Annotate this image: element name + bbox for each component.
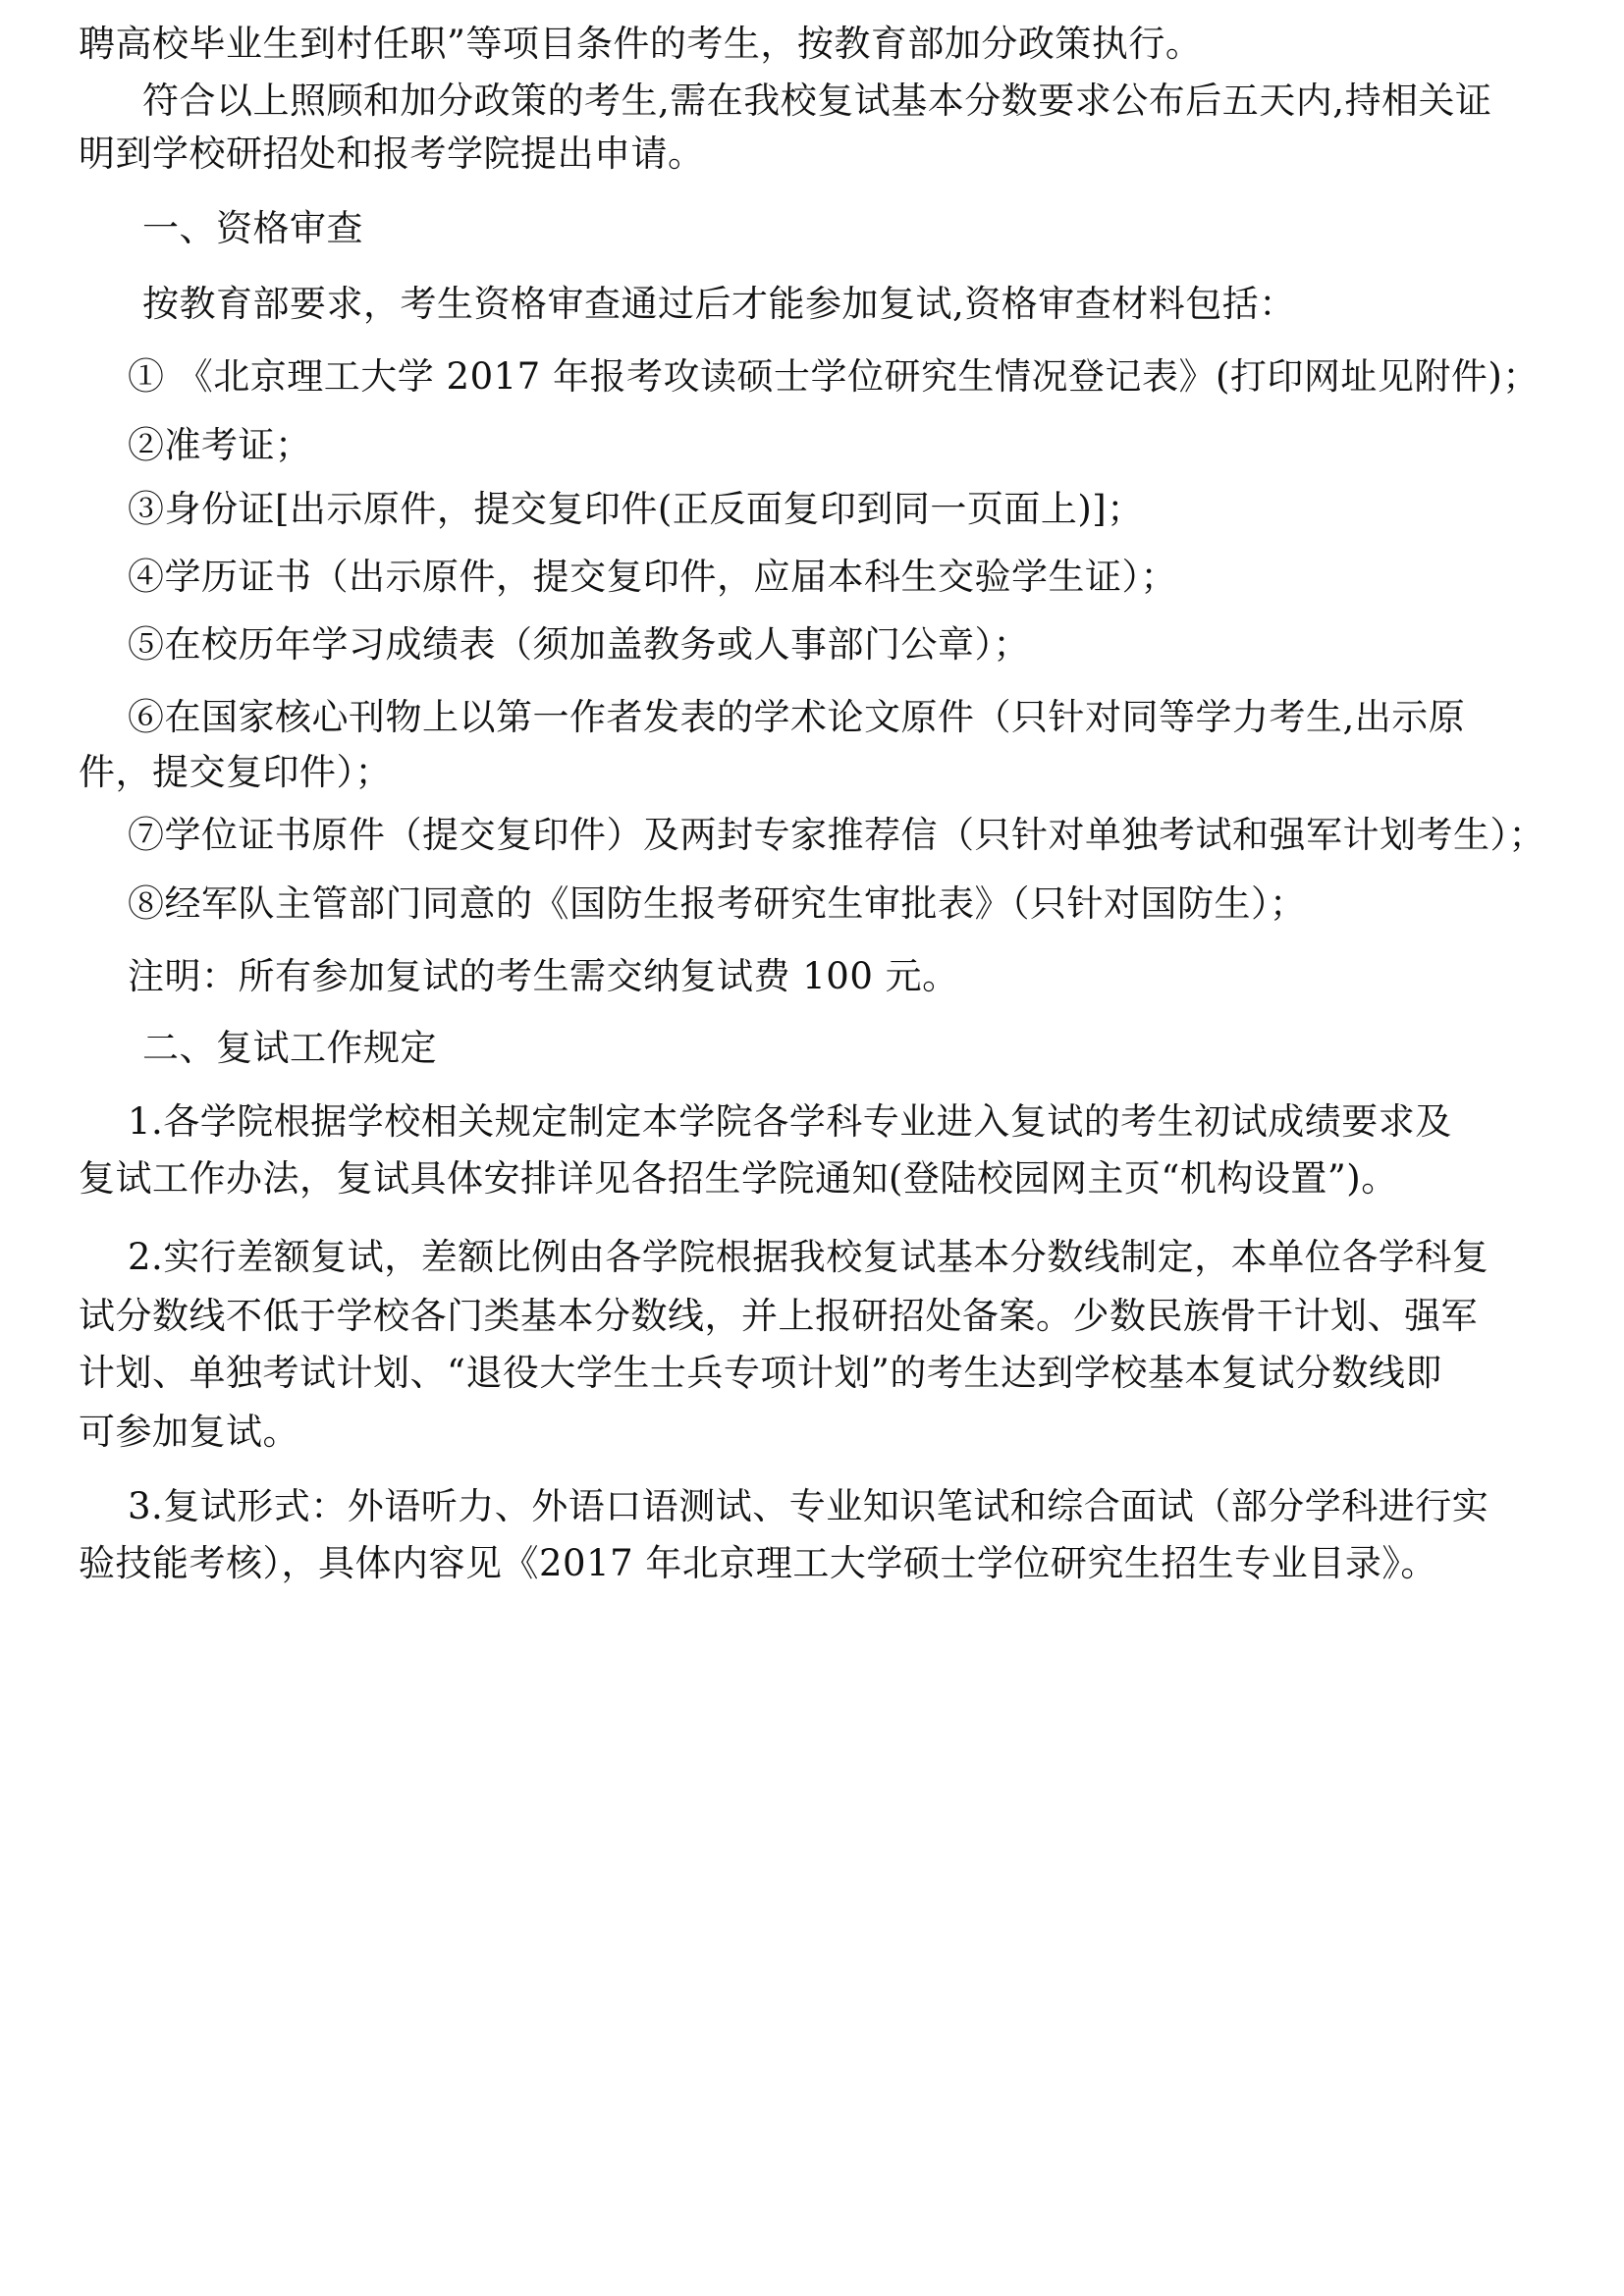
paragraph-line: 1.各学院根据学校相关规定制定本学院各学科专业进入复试的考生初试成绩要求及 <box>128 1100 1452 1143</box>
paragraph-line: 计划、单独考试计划、“退役大学生士兵专项计划”的考生达到学校基本复试分数线即 <box>79 1352 1442 1394</box>
list-item: ⑧经军队主管部门同意的《国防生报考研究生审批表》（只针对国防生）； <box>128 882 1307 925</box>
list-item: ⑥在国家核心刊物上以第一作者发表的学术论文原件（只针对同等学力考生,出示原 <box>128 696 1466 738</box>
paragraph-line: 明到学校研招处和报考学院提出申请。 <box>79 133 705 175</box>
list-item: ②准考证； <box>128 424 312 466</box>
paragraph-line: 按教育部要求，考生资格审查通过后才能参加复试,资格审查材料包括： <box>142 283 1296 325</box>
section-heading: 二、复试工作规定 <box>142 1027 437 1069</box>
paragraph-line: 验技能考核），具体内容见《2017 年北京理工大学硕士学位研究生招生专业目录》。 <box>79 1542 1437 1584</box>
paragraph-line: 3.复试形式：外语听力、外语口语测试、专业知识笔试和综合面试（部分学科进行实 <box>128 1485 1489 1527</box>
paragraph-line: 符合以上照顾和加分政策的考生,需在我校复试基本分数要求公布后五天内,持相关证 <box>142 80 1492 122</box>
list-item: ③身份证[出示原件，提交复印件(正反面复印到同一页面上)]； <box>128 488 1144 530</box>
list-item: ① 《北京理工大学 2017 年报考攻读硕士学位研究生情况登记表》(打印网址见附件)； <box>128 355 1540 398</box>
list-item: ④学历证书（出示原件，提交复印件，应届本科生交验学生证）； <box>128 556 1177 598</box>
paragraph-line: 聘高校毕业生到村任职”等项目条件的考生，按教育部加分政策执行。 <box>79 23 1203 65</box>
section-heading: 一、资格审查 <box>142 207 363 249</box>
paragraph-line: 复试工作办法，复试具体安排详见各招生学院通知(登陆校园网主页“机构设置”)。 <box>79 1157 1398 1200</box>
paragraph-line: 可参加复试。 <box>79 1411 299 1453</box>
paragraph-line: 2.实行差额复试，差额比例由各学院根据我校复试基本分数线制定，本单位各学科复 <box>128 1236 1489 1278</box>
list-item: 件，提交复印件）； <box>79 751 392 793</box>
list-item: ⑤在校历年学习成绩表（须加盖教务或人事部门公章）； <box>128 623 1030 666</box>
list-item: ⑦学位证书原件（提交复印件）及两封专家推荐信（只针对单独考试和强军计划考生）； <box>128 814 1545 856</box>
note-line: 注明：所有参加复试的考生需交纳复试费 100 元。 <box>128 955 959 997</box>
paragraph-line: 试分数线不低于学校各门类基本分数线，并上报研招处备案。少数民族骨干计划、强军 <box>79 1295 1478 1337</box>
